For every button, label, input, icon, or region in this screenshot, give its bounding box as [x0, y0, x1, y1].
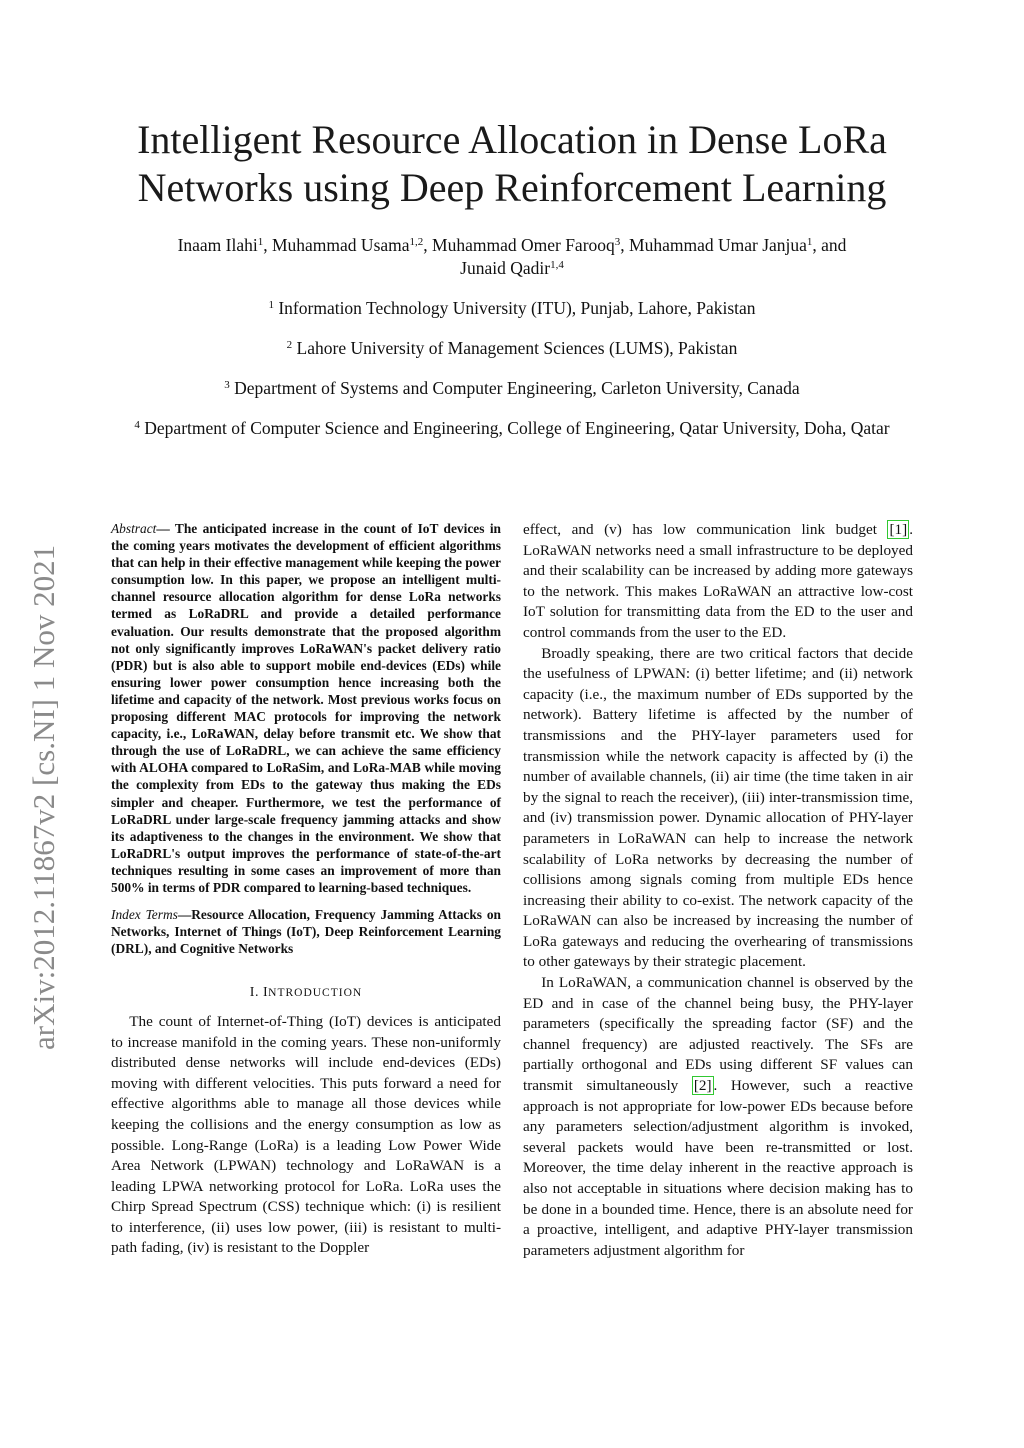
author-separator: , — [620, 235, 630, 255]
arxiv-identifier-text: arXiv:2012.11867v2 [cs.NI] 1 Nov 2021 — [26, 544, 61, 1050]
section-number: I. — [249, 985, 259, 1001]
author-affiliation-mark: 1,4 — [550, 259, 564, 271]
intro-paragraph-2: Broadly speaking, there are two critical factors that decide the usefulness of LPWAN: (i) better lifetime; and (ii) network capacity (i.e., the maximum number of EDs supported by the network). Battery lifetime is affected by the number of transmissions and the PHY-layer parameters used for transmission while the network capacity is affected by (i) the number of available channels, (ii) air time (the time taken in air by the signal to reach the receiver), (iii) inter-transmission time, and (iv) transmission power. Dynamic allocation of PHY-layer parameters in LoRaWAN can help to increase the network scalability of LoRa networks by decreasing the number of collisions among signals coming from multiple EDs hence increasing their ability to co-exist. The network capacity of the LoRaWAN can also be increased by increasing the number of LoRa gateways and reducing the overhearing of transmissions to other gateways by their strategic placement. — [523, 644, 913, 971]
paragraph-text: effect, and (v) has low communication link budget — [523, 521, 888, 538]
author-affiliation-mark: 1 — [257, 236, 264, 248]
affiliation-text: Information Technology University (ITU), Punjab, Lahore, Pakistan — [278, 298, 756, 318]
author-name: Muhammad Usama — [271, 235, 410, 255]
arxiv-identifier — [24, 460, 64, 1050]
index-terms-label: Index Terms — [111, 907, 178, 923]
affiliation-2 — [100, 337, 924, 360]
intro-paragraph-3 — [523, 973, 913, 1261]
author-name: Junaid Qadir — [460, 258, 551, 278]
author-name: Inaam Ilahi — [177, 235, 258, 255]
author-separator: , — [263, 235, 272, 255]
citation-link[interactable]: [1] — [889, 521, 908, 538]
paper-title — [80, 116, 944, 212]
section-heading-introduction — [111, 983, 501, 1004]
paper-title-line-1: Intelligent Resource Allocation in Dense LoRa — [137, 117, 887, 162]
author-affiliation-mark: 1 — [806, 236, 813, 248]
author-affiliation-mark: 1,2 — [409, 236, 424, 248]
intro-paragraph-1: The count of Internet-of-Thing (IoT) devices is anticipated to increase manifold in the coming years. These non-uniformly distributed dense networks will include end-devices (EDs) moving with different velocities. This puts forward a need for effective algorithms able to manage all those devices while keeping the collisions and the energy consumption as low as possible. Long-Range (LoRa) is a leading Low Power Wide Area Network (LPWAN) technology and LoRaWAN is a leading LPWA networking protocol for LoRa. LoRa uses the Chirp Spread Spectrum (CSS) technique which: (i) is resilient to interference, (ii) uses low power, (iii) is resistant to multi-path fading, (iv) is resistant to the Doppler — [111, 1012, 501, 1257]
affiliation-number: 2 — [286, 339, 293, 351]
affiliation-text: Department of Systems and Computer Engineering, Carleton University, Canada — [234, 378, 800, 398]
affiliation-text: Lahore University of Management Sciences (LUMS), Pakistan — [296, 338, 738, 358]
affiliation-number: 4 — [134, 419, 140, 431]
citation-link[interactable]: [2] — [693, 1077, 712, 1095]
author-affiliation-mark: 3 — [614, 236, 621, 248]
affiliation-number: 1 — [268, 299, 274, 311]
affiliation-1 — [100, 297, 924, 320]
left-column — [111, 520, 501, 1259]
author-name: Muhammad Umar Janjua — [629, 235, 807, 255]
affiliation-number: 3 — [224, 379, 230, 391]
index-terms — [111, 906, 501, 957]
paragraph-text: . However, such a reactive approach is not appropriate for low-power EDs because before any parameters selection/adjustment algorithm is invoked, several packets would have been re-transmitted or lost. Moreover, the time delay inherent in the reactive approach is also not acceptable in situations where decision making has to be done in a bounded time. Hence, there is an absolute need for a proactive, intelligent, and adaptive PHY-layer transmission parameters adjustment algorithm for — [523, 1077, 913, 1259]
index-terms-text: —Resource Allocation, Frequency Jamming Attacks on Networks, Internet of Things (IoT), Deep Reinforcement Learning (DRL), and Cognitive Networks — [111, 907, 501, 957]
author-separator: , and — [812, 235, 847, 255]
paper-title-line-2: Networks using Deep Reinforcement Learning — [137, 165, 887, 210]
right-column — [523, 520, 913, 1261]
affiliation-text: Department of Computer Science and Engineering, College of Engineering, Qatar University, Doha, Qatar — [144, 418, 890, 438]
author-list — [110, 234, 914, 280]
author-name: Muhammad Omer Farooq — [432, 235, 615, 255]
abstract-label: Abstract — [111, 521, 157, 536]
abstract — [111, 520, 501, 896]
author-separator: , — [423, 235, 433, 255]
affiliation-4 — [100, 417, 924, 440]
paragraph-text: In LoRaWAN, a communication channel is observed by the ED and in case of the channel being busy, the PHY-layer parameters (specifically the spreading factor (SF) and the channel frequency) are adjusted reactively. The SFs are partially orthogonal and EDs using different SF values can transmit simultaneously — [523, 974, 913, 1095]
section-title-rest: NTRODUCTION — [268, 987, 363, 1000]
affiliation-3 — [100, 377, 924, 400]
intro-paragraph-continued — [523, 520, 913, 644]
paragraph-text: . LoRaWAN networks need a small infrastructure to be deployed and their scalability can be increased by adding more gateways to the network. This makes LoRaWAN an attractive low-cost IoT solution for transmitting data from the ED to the user and control commands from the user to the ED. — [523, 521, 913, 641]
section-title-initial: I — [262, 985, 269, 1001]
abstract-text: — The anticipated increase in the count of IoT devices in the coming years motivates the development of efficient algorithms that can help in their effective management while keeping the power consumption low. In this paper, we propose an intelligent multi-channel resource allocation algorithm for dense LoRa networks termed as LoRaDRL and provide a detailed performance evaluation. Our results demonstrate that the proposed algorithm not only significantly improves LoRaWAN's packet delivery ratio (PDR) but is also able to support mobile end-devices (EDs) while ensuring lower power consumption hence increasing both the lifetime and capacity of the network. Most previous works focus on proposing different MAC protocols for improving the network capacity, i.e., LoRaWAN, delay before transmit etc. We show that through the use of LoRaDRL, we can achieve the same efficiency with ALOHA compared to LoRaSim, and LoRa-MAB while moving the complexity from EDs to the gateway thus making the EDs simpler and cheaper. Furthermore, we test the performance of LoRaDRL under large-scale frequency jamming attacks and show its adaptiveness to the changes in the environment. We show that LoRaDRL's output improves the performance of state-of-the-art techniques resulting in some cases an improvement of more than 500% in terms of PDR compared to learning-based techniques. — [111, 521, 501, 895]
